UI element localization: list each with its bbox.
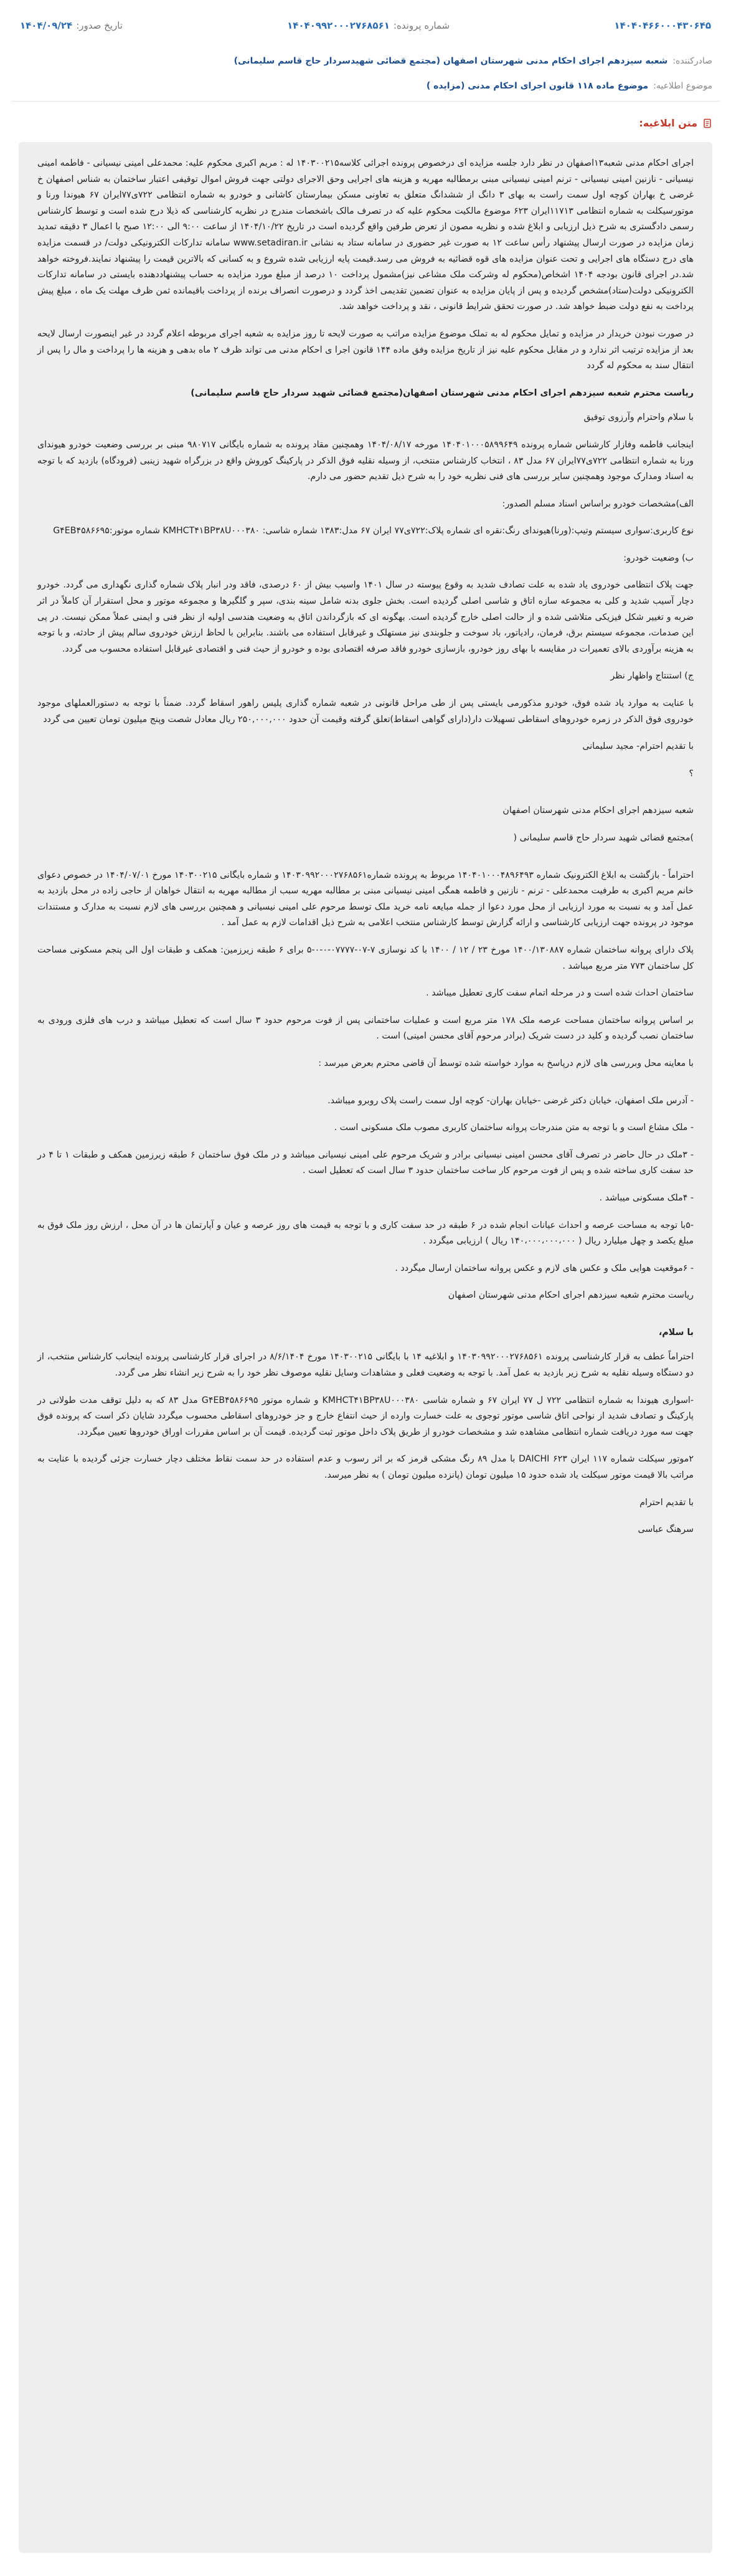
meta-bar (11, 11, 720, 40)
document-icon (702, 118, 712, 128)
paragraph: ریاست محترم شعبه سیزدهم اجرای احکام مدنی شهرستان اصفهان(مجتمع قضائی شهید سردار حاج قاسم سلیمانی) (191, 387, 694, 398)
paragraph: با سلام واحترام وآرزوی توفیق (583, 412, 694, 423)
id-number: ۱۴۰۴۰۴۶۶۰۰۰۴۳۰۶۴۵ (614, 20, 711, 31)
paragraph: با عنایت به موارد یاد شده فوق، خودرو مذکورمی بایستی پس از طی مراحل قانونی در شعبه شماره گذاری پلیس راهور اسقاط گردد. ضمناً با توجه به دستورالعملهای موجود خودروی فوق الذکر در زمره خودروهای اسقاطی تسهیلات دار(دارای گواهی اسقاط)تعلق گرفته وقیمت آن حدود ۲۵۰,۰۰۰,۰۰۰ ریال معادل شصت وپنج میلیون تومان تعیین می گردد (37, 698, 694, 725)
paragraph: احتراماً عطف به قرار کارشناسی پرونده ۱۴۰۳۰۹۹۲۰۰۰۲۷۶۸۵۶۱ و ابلاغیه ۱۴ با بایگانی ۱۴۰۳۰۰۲۱۵ مورخ ۸/۶/۱۴۰۴ در اجرای قرار کارشناسی پرونده اینجانب کارشناس منتخب، از دو دستگاه وسیله نقلیه به شرح زیر بازدید به عمل آمد. با توجه به وضعیت فعلی و مشاهدات وسایل نقلیه موصوف نظر خود را به شرح زیر انشاء نظر می گردد. (37, 1352, 694, 1379)
paragraph: - ۶موقعیت هوایی ملک و عکس های لازم و عکس پروانه ساختمان ارسال میگردد . (395, 1263, 694, 1273)
paragraph: -۵با توجه به مساحت عرصه و احداث عیانات انجام شده در ۶ طبقه در حد سفت کاری و با توجه به قیمت های روز عرصه و عیان و آپارتمان ها در آن محل ، ارزش روز ملک فوق به مبلغ یکصد و چهل میلیارد ریال ( ۱۴۰،۰۰۰،۰۰۰،۰۰۰ ریال ) ارزیابی میگردد . (37, 1220, 694, 1247)
paragraph: با سلام، (658, 1327, 694, 1338)
paragraph: با تقدیم احترام- مجید سلیمانی (582, 741, 694, 752)
paragraph: ریاست محترم شعبه سیزدهم اجرای احکام مدنی شهرستان اصفهان (448, 1290, 694, 1301)
paragraph: ج) استنتاج واظهار نظر (610, 671, 694, 682)
paragraph: پلاک دارای پروانه ساختمان شماره ۱۴۰۰/۱۳۰۸۸۷ مورخ ۲۳ / ۱۲ / ۱۴۰۰ با کد نوسازی ۷-۰۷-۰۷۷۷۷-۰-۰-۵ برای ۶ طبقه زیرزمین: همکف و طبقات اول الی پنجم مسکونی مساحت کل ساختمان ۷۷۳ متر مربع میباشد . (37, 944, 694, 971)
paragraph: بر اساس پروانه ساختمان مساحت عرصه ملک ۱۷۸ متر مربع است و عملیات ساختمانی پس از فوت مرحوم حدود ۳ سال است که تعطیل میباشد و درب های فلزی ورودی به ساختمان نصب گردیده و کلید در دست شریک (برادر مرحوم آقای محسن امینی) است . (37, 1015, 694, 1042)
divider (11, 101, 720, 102)
paragraph: - ۳ملک در حال حاضر در تصرف آقای محسن امینی نیسیانی برادر و شریک مرحوم علی امینی نیسیانی میباشد و در ملک فوق ساختمان ۶ طبقه زیرزمین همکف و طبقات ۱ تا ۴ در حد سفت کاری ساخته شده و پس از فوت مرحوم کار ساخت ساختمان حدود ۳ سال است که تعطیل است . (37, 1149, 694, 1176)
paragraph: جهت پلاک انتظامی خودروی یاد شده به علت تصادف شدید به وقوع پیوسته در سال ۱۴۰۱ واسیب بیش از ۶۰ درصدی، فاقد ودر انبار پلاک شماره گذاری نگهداری می گردد. خودرو دچار آسیب شدید و کلی به مجموعه سازه اتاق و شاسی اصلی گردیده است. بخش جلوی بدنه شامل سینه بندی، سپر و گلگیرها و مجموعه موتور و محل استقرار آن کاملاً در اثر ضربه و تغییر شکل فیزیکی متلاشی شده و از حالت اصلی خارج گردیده است. بهگونه ای که بازگرداندن اتاق به وضعیت هندسی اولیه از نظر فنی و ایمنی عملاً ممکن نیست. در پی این صدمات، مجموعه سیستم برق، فرمان، رادیاتور، باد سوخت و جلوبندی نیز مستهلک و غیرقابل استفاده می باشند. بنابراین با لحاظ ارزش خودروی سالم پیش از حادثه، و با توجه به هزینه برآوردی بالای تعمیرات در مقایسه با بهای روز خودرو، بازسازی خودرو فاقد صرفه اقتصادی بوده و خودرو از حیث فنی و اقتصادی غیرقابل استفاده محسوب می گردد. (37, 580, 694, 654)
paragraph: اینجانب فاطمه وفازار کارشناس شماره پرونده ۱۴۰۴۰۱۰۰۰۵۸۹۹۶۴۹ مورخه ۱۴۰۴/۰۸/۱۷ وهمچنین مقاد پرونده به شماره بایگانی ۹۸۰۷۱۷ مبنی بر بررسی وضعیت خودرو هیوندای ورنا به شماره انتظامی ۷۲۲ی۷۷ایران ۶۷ مدل ۸۳ ، انتخاب کارشناس منتخب، از وسیله نقلیه فوق الذکر در پارکینگ کوروش واقع در بزرگراه شهید زینبی (فرودگاه) بازدید که با توجه به اسناد ومدارک موجود وهمچنین سایر بررسی های فنی نظریه خود را به شرح ذیل تقدیم حضور می دارم. (37, 439, 694, 482)
paragraph: احتراماً - بازگشت به ابلاغ الکترونیک شماره ۱۴۰۴۰۱۰۰۰۴۸۹۶۴۹۳ مربوط به پرونده شماره۱۴۰۳۰۹۹۲۰۰۰۲۷۶۸۵۶۱ و شماره بایگانی ۱۴۰۳۰۰۲۱۵ مورخ ۱۴۰۴/۰۷/۰۱ در خصوص دعوای خانم مریم اکبری به طرفیت محمدعلی - ترنم - نازنین و فاطمه همگی امینی نیسیانی مبنی بر مطالبه مهریه سبب از مطالبه مهریه به انتقال خواهان از حاجی زاده در محل بازدید به عمل آمد و به نسبت به مورد ارزیابی از محل مورد دعوا از جمله مبایعه نامه خرید ملک توسط مرحوم علی امینی نیسیانی و همچنین بررسی های لازم نسبت به مدارک و مستندات موجود در پرونده جهت ارزیابی کارشناسی و ارائه گزارش توسط کارشناس منتخب اعلامی به شرح ذیل اقدامات لازم به عمل آمد . (37, 870, 694, 928)
paragraph: - آدرس ملک اصفهان، خیابان دکتر غرضی -خیابان بهاران- کوچه اول سمت راست پلاک روبرو میباشد. (328, 1095, 694, 1106)
paragraph: ۲موتور سیکلت شماره ۱۱۷ ایران ۶۲۳ DAICHI با مدل ۸۹ رنگ مشکی قرمز که بر اثر رسوب و عدم استفاده در حد سمت نقاط مختلف دچار خسارت جزئی گردیده با عنایت به مراتب بالا قیمت موتور سیکلت یاد شده حدود ۱۵ میلیون تومان (پانزده میلیون تومان ) به نظر میرسد. (37, 1454, 694, 1481)
paragraph: الف)مشخصات خودرو براساس اسناد مسلم الصدور: (502, 498, 694, 509)
issuer-row: صادرکننده: شعبه سیزدهم اجرای احکام مدنی شهرستان اصفهان (مجتمع قضائی شهیدسردار حاج قاسم سلیمانی) (233, 56, 712, 66)
subject-row: موضوع اطلاعیه: موضوع ماده ۱۱۸ قانون اجرای احکام مدنی (مزایده ) (426, 81, 712, 91)
paragraph: -اسواری هیوندا به شماره انتظامی ۷۲۲ ل ۷۷ ایران ۶۷ و شماره شاسی KMHCT۴۱BP۳۸U۰۰۰۳۸۰ و شماره موتور G۴EB۴۵۸۶۶۹۵ مدل ۸۳ که به دلیل توقف مدت طولانی در پارکینگ و تصادف شدید از نواحی اتاق شاسی موتور توجوی به علت خسارت وارده از حیث انتفاع خارج و جز خودروهای اسقاطی محسوب میگردد شایان ذکر است که پرونده فوق جهت سه مورد دریافت شماره انتظامی مشاهده شد و مشخصات خودرو از طریق پلاک داخل موتور ثبت گردیده. قیمت آن بر اساس مقررات اوراق خودروها تعیین میگردد. (37, 1395, 694, 1437)
issue-date: تاریخ صدور: ۱۴۰۴/۰۹/۲۴ (20, 20, 123, 31)
paragraph: - ملک مشاع است و با توجه به متن مندرجات پروانه ساختمان کاربری مصوب ملک مسکونی است . (334, 1123, 694, 1133)
paragraph: با تقدیم احترام (639, 1497, 694, 1508)
paragraph: ؟ (689, 768, 694, 779)
paragraph: با معاینه محل وبررسی های لازم درپاسخ به موارد خواسته شده توسط آن قاضی محترم بعرض میرسد : (318, 1058, 694, 1068)
case-number: شماره پرونده: ۱۴۰۴۰۹۹۲۰۰۰۲۷۶۸۵۶۱ (287, 20, 450, 31)
paragraph: - ۴ملک مسکونی میباشد . (599, 1192, 694, 1203)
notice-title: متن ابلاغیه: (639, 117, 712, 129)
paragraph: )مجتمع قضائی شهید سردار حاج قاسم سلیمانی ( (513, 833, 694, 843)
notice-body (37, 156, 694, 1549)
paragraph: ساختمان احداث شده است و در مرحله اتمام سفت کاری تعطیل میباشد . (426, 988, 694, 999)
paragraph: نوع کاربری:سواری سیستم وتیپ:(ورنا)هیوندای رنگ:نقره ای شماره پلاک:۷۲۲ی۷۷ ایران ۶۷ مدل:۱۳۸۳ شماره شاسی: KMHCT۴۱BP۳۸U۰۰۰۳۸۰ شماره موتور:G۴EB۴۵۸۶۶۹۵ (53, 526, 694, 536)
paragraph: سرهنگ عباسی (638, 1524, 694, 1535)
paragraph: شعبه سیزدهم اجرای احکام مدنی شهرستان اصفهان (502, 806, 694, 816)
paragraph: در صورت نبودن خریدار در مزایده و تمایل محکوم له به تملک موضوع مزایده مراتب به صورت لایحه تا روز مزایده به شعبه اجرای مربوطه اعلام گردد در غیر اینصورت ارسال لایحه بعد از مزایده ترتیب اثر ندارد و در مقابل محکوم علیه نیز از تاریخ مزایده وفق ماده ۱۴۴ قانون اجرا ی احکام مدنی می تواند ظرف ۲ ماه بدهی و هزینه ها را پرداخت و مال را پس از انتقال سند به محکوم له گردد (37, 328, 694, 371)
paragraph: اجرای احکام مدنی شعبه۱۳اصفهان در نظر دارد جلسه مزایده ای درخصوص پرونده اجرائی کلاسه۱۴۰۳۰۰۲۱۵ له : مریم اکبری محکوم علیه: محمدعلی امینی نیسیانی - فاطمه امینی نیسیانی - نازنین امینی نیسیانی - ترنم امینی نیسیانی مبنی برمطالبه مهریه و هزینه های اجرایی وحق الاجرای دولتی جهت فروش اموال توقیفی اعتبار ساختمان به شناس اصفهان خ غرضی خ بهاران کوچه اول سمت راست به بهای ۳ دانگ از ششدانگ متعلق به تعاونی مسکن بیمارستان کاشانی و خودرو به شماره انتظامی ۷۲۲ی۷۷ایران ۶۷ هیوندا ورنا و موتورسیکلت به شماره انتظامی ۱۱۷۱۳ایران ۶۲۳ موضوع مالکیت محکوم علیه که در تصرف مالک باشخصات مندرج در نظریه کارشناسی که ذیلا درج شده است و توسط کارشناس رسمی دادگستری به شرح ذیل ارزیابی و ابلاغ شده و نظریه مصون از تعرض طرفین واقع گردیده است در تاریخ ۱۴۰۴/۱۰/۲۲ از ساعت ۹:۰۰ الی ۱۲:۰۰ صبح با اعمال ۳ دقیقه تمدید زمان مزایده در صورت ارسال پیشنهاد رأس ساعت ۱۲ به صورت غیر حضوری در سامانه ستاد به نشانی www.setadiran.ir سامانه تدارکات الکترونیکی دولت/ در قسمت مزایده های درج دستگاه های اجرایی و تحت عنوان مزایده های قوه قضائیه به فروش می رسد.قیمت پایه ارزیابی شده شروع و به کسانی که بالاترین قیمت را پیشنهاد نمایند.فروخته خواهد شد.در اجرای قانون بودجه ۱۴۰۴ اشخاص(محکوم له وشرکت ملک مشاعی نیز)مشمول پرداخت ۱۰ درصد از مبلغ مورد مزایده به حساب پیشنهاددهنده بایستی در سامانه تدارکات الکترونیکی دولت(ستاد)مشخص گردیده و پس از پایان مزایده به عنوان تضمین تقدیمی اخذ گردد و درصورت انصراف برنده از پرداخت باقیمانده ثمن ظرف مهلت یک ماه ، مبلغ پیش پرداخت به نفع دولت ضبط خواهد شد. در صورت تحقق شرایط قانونی ، نقد و پرداخت خواهد شد. (37, 158, 694, 312)
paragraph: ب) وضعیت خودرو: (623, 553, 694, 563)
